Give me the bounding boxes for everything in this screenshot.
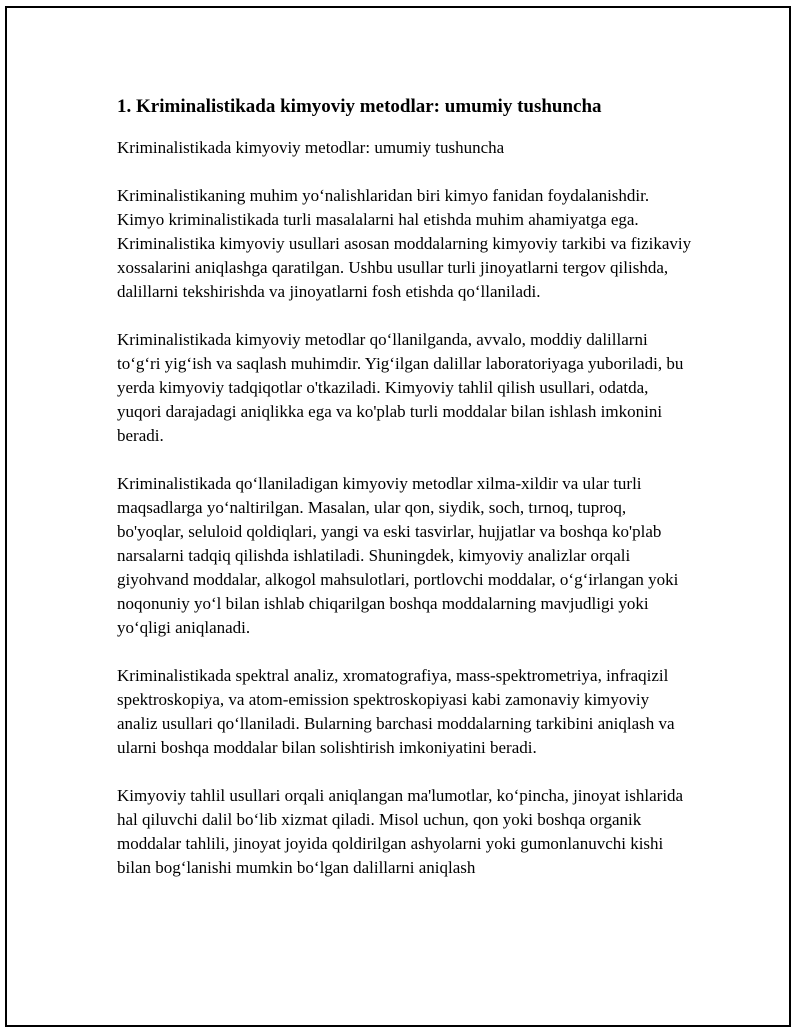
paragraph-3: Kriminalistikada qo‘llaniladigan kimyoviy metodlar xilma-xildir va ular turli maqsadlarga yo‘naltirilgan. Masalan, ular qon, siydik, soch, tırnoq, tuproq, bo'yoqlar, seluloid qoldiqlari, yangi va eski tasvirlar, hujjatlar va boshqa ko'plab narsalarni tadqiq qilishda ishlatiladi. Shuningdek, kimyoviy analizlar orqali giyohvand moddalar, alkogol mahsulotlari, portlovchi moddalar, o‘g‘irlangan yoki noqonuniy yo‘l bilan ishlab chiqarilgan boshqa moddalarning mavjudligi yoki yo‘qligi aniqlanadi. xyxy=(117,474,679,637)
paragraph-5: Kimyoviy tahlil usullari orqali aniqlangan ma'lumotlar, ko‘pincha, jinoyat ishlarida hal qiluvchi dalil bo‘lib xizmat qiladi. Misol uchun, qon yoki boshqa organik moddalar tahlili, jinoyat joyida qoldirilgan ashyolarni yoki gumonlanuvchi kishi bilan bog‘lanishi mumkin bo‘lgan dalillarni aniqlash xyxy=(117,786,684,877)
document-heading: 1. Kriminalistikada kimyoviy metodlar: umumiy tushuncha xyxy=(117,96,602,117)
paragraph-1: Kriminalistikaning muhim yo‘nalishlaridan biri kimyo fanidan foydalanishdir. Kimyo kriminalistikada turli masalalarni hal etishda muhim ahamiyatga ega. Kriminalistika kimyoviy usullari asosan moddalarning kimyoviy tarkibi va fizikaviy xossalarini aniqlashga qaratilgan. Ushbu usullar turli jinoyatlarni tergov qilishda, dalillarni tekshirishda va jinoyatlarni fosh etishda qo‘llaniladi. xyxy=(117,186,692,301)
paragraph-4: Kriminalistikada spektral analiz, xromatografiya, mass-spektrometriya, infraqizil spektroskopiya, va atom-emission spektroskopiyasi kabi zamonaviy kimyoviy analiz usullari qo‘llaniladi. Bularning barchasi moddalarning tarkibini aniqlash va ularni boshqa moddalar bilan solishtirish imkoniyatini beradi. xyxy=(117,666,675,757)
document-body xyxy=(117,92,692,904)
document-subtitle: Kriminalistikada kimyoviy metodlar: umumiy tushuncha xyxy=(117,138,505,157)
paragraph-2: Kriminalistikada kimyoviy metodlar qo‘llanilganda, avvalo, moddiy dalillarni to‘g‘ri yig‘ish va saqlash muhimdir. Yig‘ilgan dalillar laboratoriyaga yuboriladi, bu yerda kimyoviy tadqiqotlar o'tkaziladi. Kimyoviy tahlil qilish usullari, odatda, yuqori darajadagi aniqlikka ega va ko'plab turli moddalar bilan ishlash imkonini beradi. xyxy=(117,330,684,445)
